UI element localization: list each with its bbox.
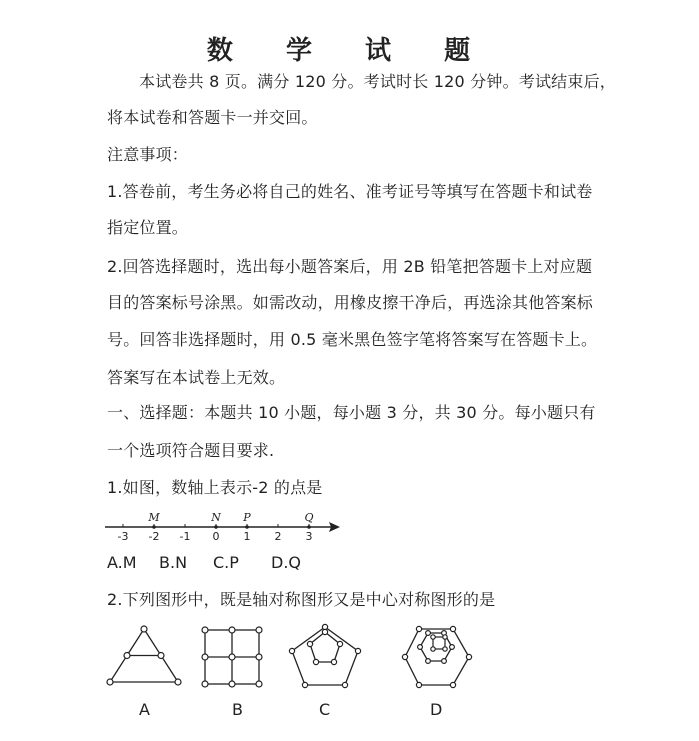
notice-item-1-line-1: 1.答卷前，考生务必将自己的姓名、准考证号等填写在答题卡和试卷 bbox=[107, 182, 593, 201]
section-1-line-1: 一、选择题：本题共 10 小题，每小题 3 分，共 30 分。每小题只有 bbox=[107, 403, 596, 422]
axis-point-label: N bbox=[211, 511, 221, 524]
axis-tick-label: 3 bbox=[305, 530, 313, 543]
axis-tick-label: -2 bbox=[148, 530, 160, 543]
notice-item-2-line-4: 答案写在本试卷上无效。 bbox=[107, 368, 286, 387]
axis-point-label: M bbox=[148, 511, 160, 524]
axis-tick-label: -3 bbox=[117, 530, 129, 543]
question-1-stem: 1.如图，数轴上表示-2 的点是 bbox=[107, 478, 323, 497]
page-title: 数 学 试 题 bbox=[206, 36, 493, 66]
figure-a-label: A bbox=[139, 700, 150, 719]
notice-item-2-line-3: 号。回答非选择题时，用 0.5 毫米黑色签字笔将答案写在答题卡上。 bbox=[107, 330, 598, 349]
axis-point bbox=[214, 525, 218, 529]
section-1-line-2: 一个选项符合题目要求. bbox=[107, 441, 275, 460]
figure-d-label: D bbox=[430, 700, 443, 719]
q1-option-d: D.Q bbox=[271, 553, 301, 572]
notice-item-1-line-2: 指定位置。 bbox=[107, 218, 189, 237]
axis-point bbox=[152, 525, 156, 529]
figure-d-hexagon-icon bbox=[402, 623, 472, 689]
figure-c-label: C bbox=[319, 700, 331, 719]
axis-point bbox=[307, 525, 311, 529]
axis-point-label: P bbox=[243, 511, 251, 524]
q1-option-c: C.P bbox=[213, 553, 239, 572]
figure-b-label: B bbox=[232, 700, 243, 719]
q1-option-b: B.N bbox=[159, 553, 188, 572]
notice-item-2-line-1: 2.回答选择题时，选出每小题答案后，用 2B 铅笔把答题卡上对应题 bbox=[107, 257, 593, 276]
notice-heading: 注意事项： bbox=[107, 145, 189, 164]
question-2-stem: 2.下列图形中，既是轴对称图形又是中心对称图形的是 bbox=[107, 590, 496, 609]
axis-tick-label: -1 bbox=[179, 530, 191, 543]
axis-tick-label: 2 bbox=[274, 530, 282, 543]
intro-line-2: 将本试卷和答题卡一并交回。 bbox=[107, 108, 318, 127]
axis-point bbox=[245, 525, 249, 529]
q1-option-a: A.M bbox=[107, 553, 137, 572]
number-line-figure bbox=[100, 505, 350, 545]
intro-line-1: 本试卷共 8 页。满分 120 分。考试时长 120 分钟。考试结束后， bbox=[139, 72, 616, 91]
figure-c-pentagon-icon bbox=[288, 624, 362, 688]
axis-tick-label: 0 bbox=[212, 530, 220, 543]
notice-item-2-line-2: 目的答案标号涂黑。如需改动，用橡皮擦干净后，再选涂其他答案标 bbox=[107, 293, 594, 312]
figure-b-grid-icon bbox=[200, 626, 264, 688]
figure-a-triangle-icon bbox=[105, 625, 183, 687]
axis-tick-label: 1 bbox=[243, 530, 251, 543]
axis-point-label: Q bbox=[304, 511, 314, 524]
